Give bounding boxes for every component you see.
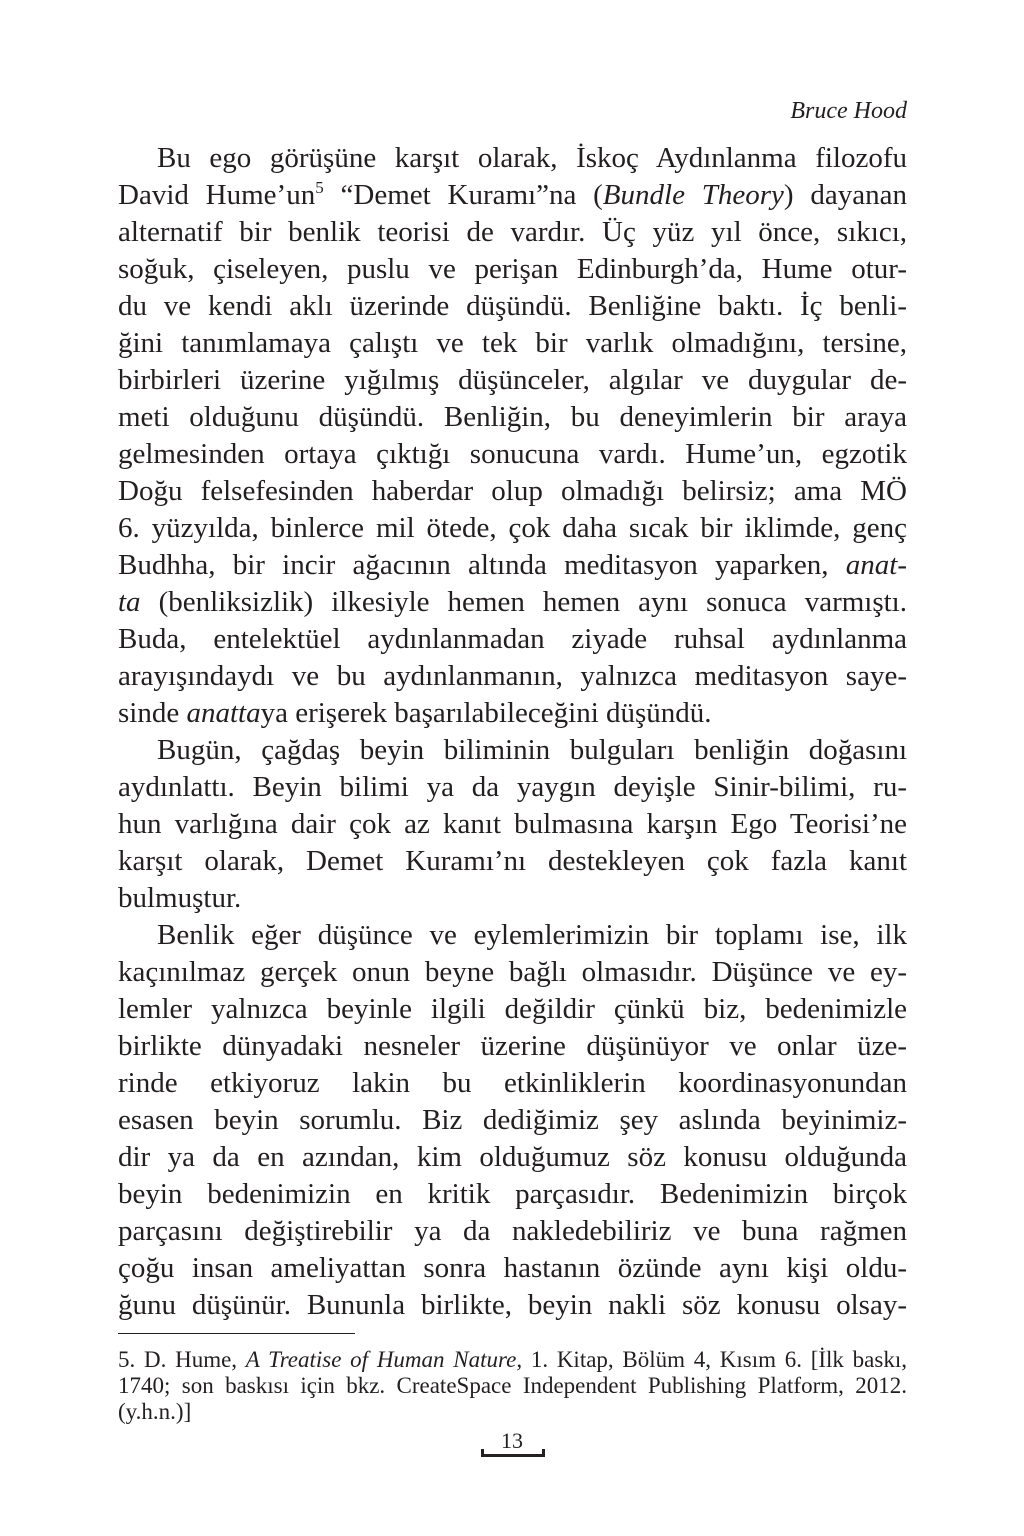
- body-line: alternatif bir benlik teorisi de vardır. Üç yüz yıl önce, sıkıcı,: [118, 216, 907, 248]
- body-line: çoğu insan ameliyattan sonra hastanın özünde aynı kişi oldu-: [118, 1252, 907, 1284]
- body-line: bulmuştur.: [118, 882, 242, 914]
- body-line: gelmesinden ortaya çıktığı sonucuna vardı. Hume’un, egzotik: [118, 438, 907, 470]
- page-number: 13: [501, 1428, 523, 1453]
- body-line: Benlik eğer düşünce ve eylemlerimizin bir toplamı ise, ilk: [157, 919, 907, 951]
- body-line: [118, 584, 907, 621]
- body-line: dir ya da en azından, kim olduğumuz söz konusu olduğunda: [118, 1141, 907, 1173]
- italic-book-title: A Treatise of Human Nature,: [245, 1347, 523, 1372]
- body-line: karşıt olarak, Demet Kuramı’nı destekleyen çok fazla kanıt: [118, 845, 907, 877]
- footnote-line: (y.h.n.)]: [118, 1399, 192, 1424]
- footnote: [118, 1347, 907, 1425]
- text-segment: (benliksizlik) ilkesiyle hemen hemen aynı sonuca varmıştı.: [140, 586, 907, 618]
- body-line: ğunu düşünür. Bununla birlikte, beyin nakli söz konusu olsay-: [118, 1289, 907, 1321]
- body-line: du ve kendi aklı üzerinde düşündü. Benliğine baktı. İç benli-: [118, 290, 907, 322]
- italic-term: ta: [118, 586, 141, 618]
- text-segment: 1. Kitap, Bölüm 4, Kısım 6. [İlk baskı,: [522, 1347, 907, 1372]
- body-line: kaçınılmaz gerçek onun beyne bağlı olmasıdır. Düşünce ve ey-: [118, 956, 907, 988]
- body-line: [118, 177, 907, 214]
- footnote-line: 1740; son baskısı için bkz. CreateSpace Independent Publishing Platform, 2012.: [118, 1373, 907, 1398]
- body-line: esasen beyin sorumlu. Biz dediğimiz şey aslında beyinimiz-: [118, 1104, 907, 1136]
- footnote-line: [118, 1347, 907, 1373]
- text-segment: David Hume’un: [118, 179, 316, 211]
- italic-term: anatta: [186, 697, 261, 729]
- body-line: soğuk, çiseleyen, puslu ve perişan Edinburgh’da, Hume otur-: [118, 253, 907, 285]
- text-segment: ) dayanan: [783, 179, 907, 211]
- text-segment: sinde: [118, 697, 187, 729]
- running-head-author: Bruce Hood: [790, 98, 907, 124]
- italic-term: anat-: [845, 549, 907, 581]
- body-line: [118, 695, 907, 732]
- body-line: birbirleri üzerine yığılmış düşünceler, algılar ve duygular de-: [118, 364, 907, 396]
- body-line: arayışındaydı ve bu aydınlanmanın, yalnızca meditasyon saye-: [118, 660, 907, 692]
- body-line: [118, 547, 907, 584]
- body-line: Bugün, çağdaş beyin biliminin bulguları benliğin doğasını: [157, 734, 907, 766]
- paragraph: [118, 732, 907, 917]
- body-text: [118, 140, 907, 1324]
- body-line: Buda, entelektüel aydınlanmadan ziyade ruhsal aydınlanma: [118, 623, 907, 655]
- text-segment: 5. D. Hume,: [118, 1347, 246, 1372]
- body-line: beyin bedenimizin en kritik parçasıdır. Bedenimizin birçok: [118, 1178, 907, 1210]
- footnote-reference: 5: [315, 178, 324, 197]
- body-line: Doğu felsefesinden haberdar olup olmadığı belirsiz; ama MÖ: [118, 475, 907, 507]
- text-segment: ya erişerek başarılabileceğini düşündü.: [260, 697, 712, 729]
- paragraph: [118, 917, 907, 1324]
- body-line: parçasını değiştirebilir ya da nakledebiliriz ve buna rağmen: [118, 1215, 907, 1247]
- text-segment: “Demet Kuramı”na (: [323, 179, 603, 211]
- paragraph: [118, 140, 907, 732]
- page-number-ornament: [481, 1449, 545, 1457]
- body-line: meti olduğunu düşündü. Benliğin, bu deneyimlerin bir araya: [118, 401, 907, 433]
- body-line: 6. yüzyılda, binlerce mil ötede, çok daha sıcak bir iklimde, genç: [118, 512, 907, 544]
- body-line: ğini tanımlamaya çalıştı ve tek bir varlık olmadığını, tersine,: [118, 327, 907, 359]
- italic-term: Bundle Theory: [602, 179, 784, 211]
- body-line: birlikte dünyadaki nesneler üzerine düşünüyor ve onlar üze-: [118, 1030, 907, 1062]
- body-line: Bu ego görüşüne karşıt olarak, İskoç Aydınlanma filozofu: [157, 142, 907, 174]
- footnote-rule: [118, 1333, 355, 1334]
- text-segment: Budhha, bir incir ağacının altında meditasyon yaparken,: [118, 549, 846, 581]
- body-line: rinde etkiyoruz lakin bu etkinliklerin koordinasyonundan: [118, 1067, 907, 1099]
- body-line: hun varlığına dair çok az kanıt bulmasına karşın Ego Teorisi’ne: [118, 808, 907, 840]
- body-line: aydınlattı. Beyin bilimi ya da yaygın deyişle Sinir-bilimi, ru-: [118, 771, 907, 803]
- body-line: lemler yalnızca beyinle ilgili değildir çünkü biz, bedenimizle: [118, 993, 907, 1025]
